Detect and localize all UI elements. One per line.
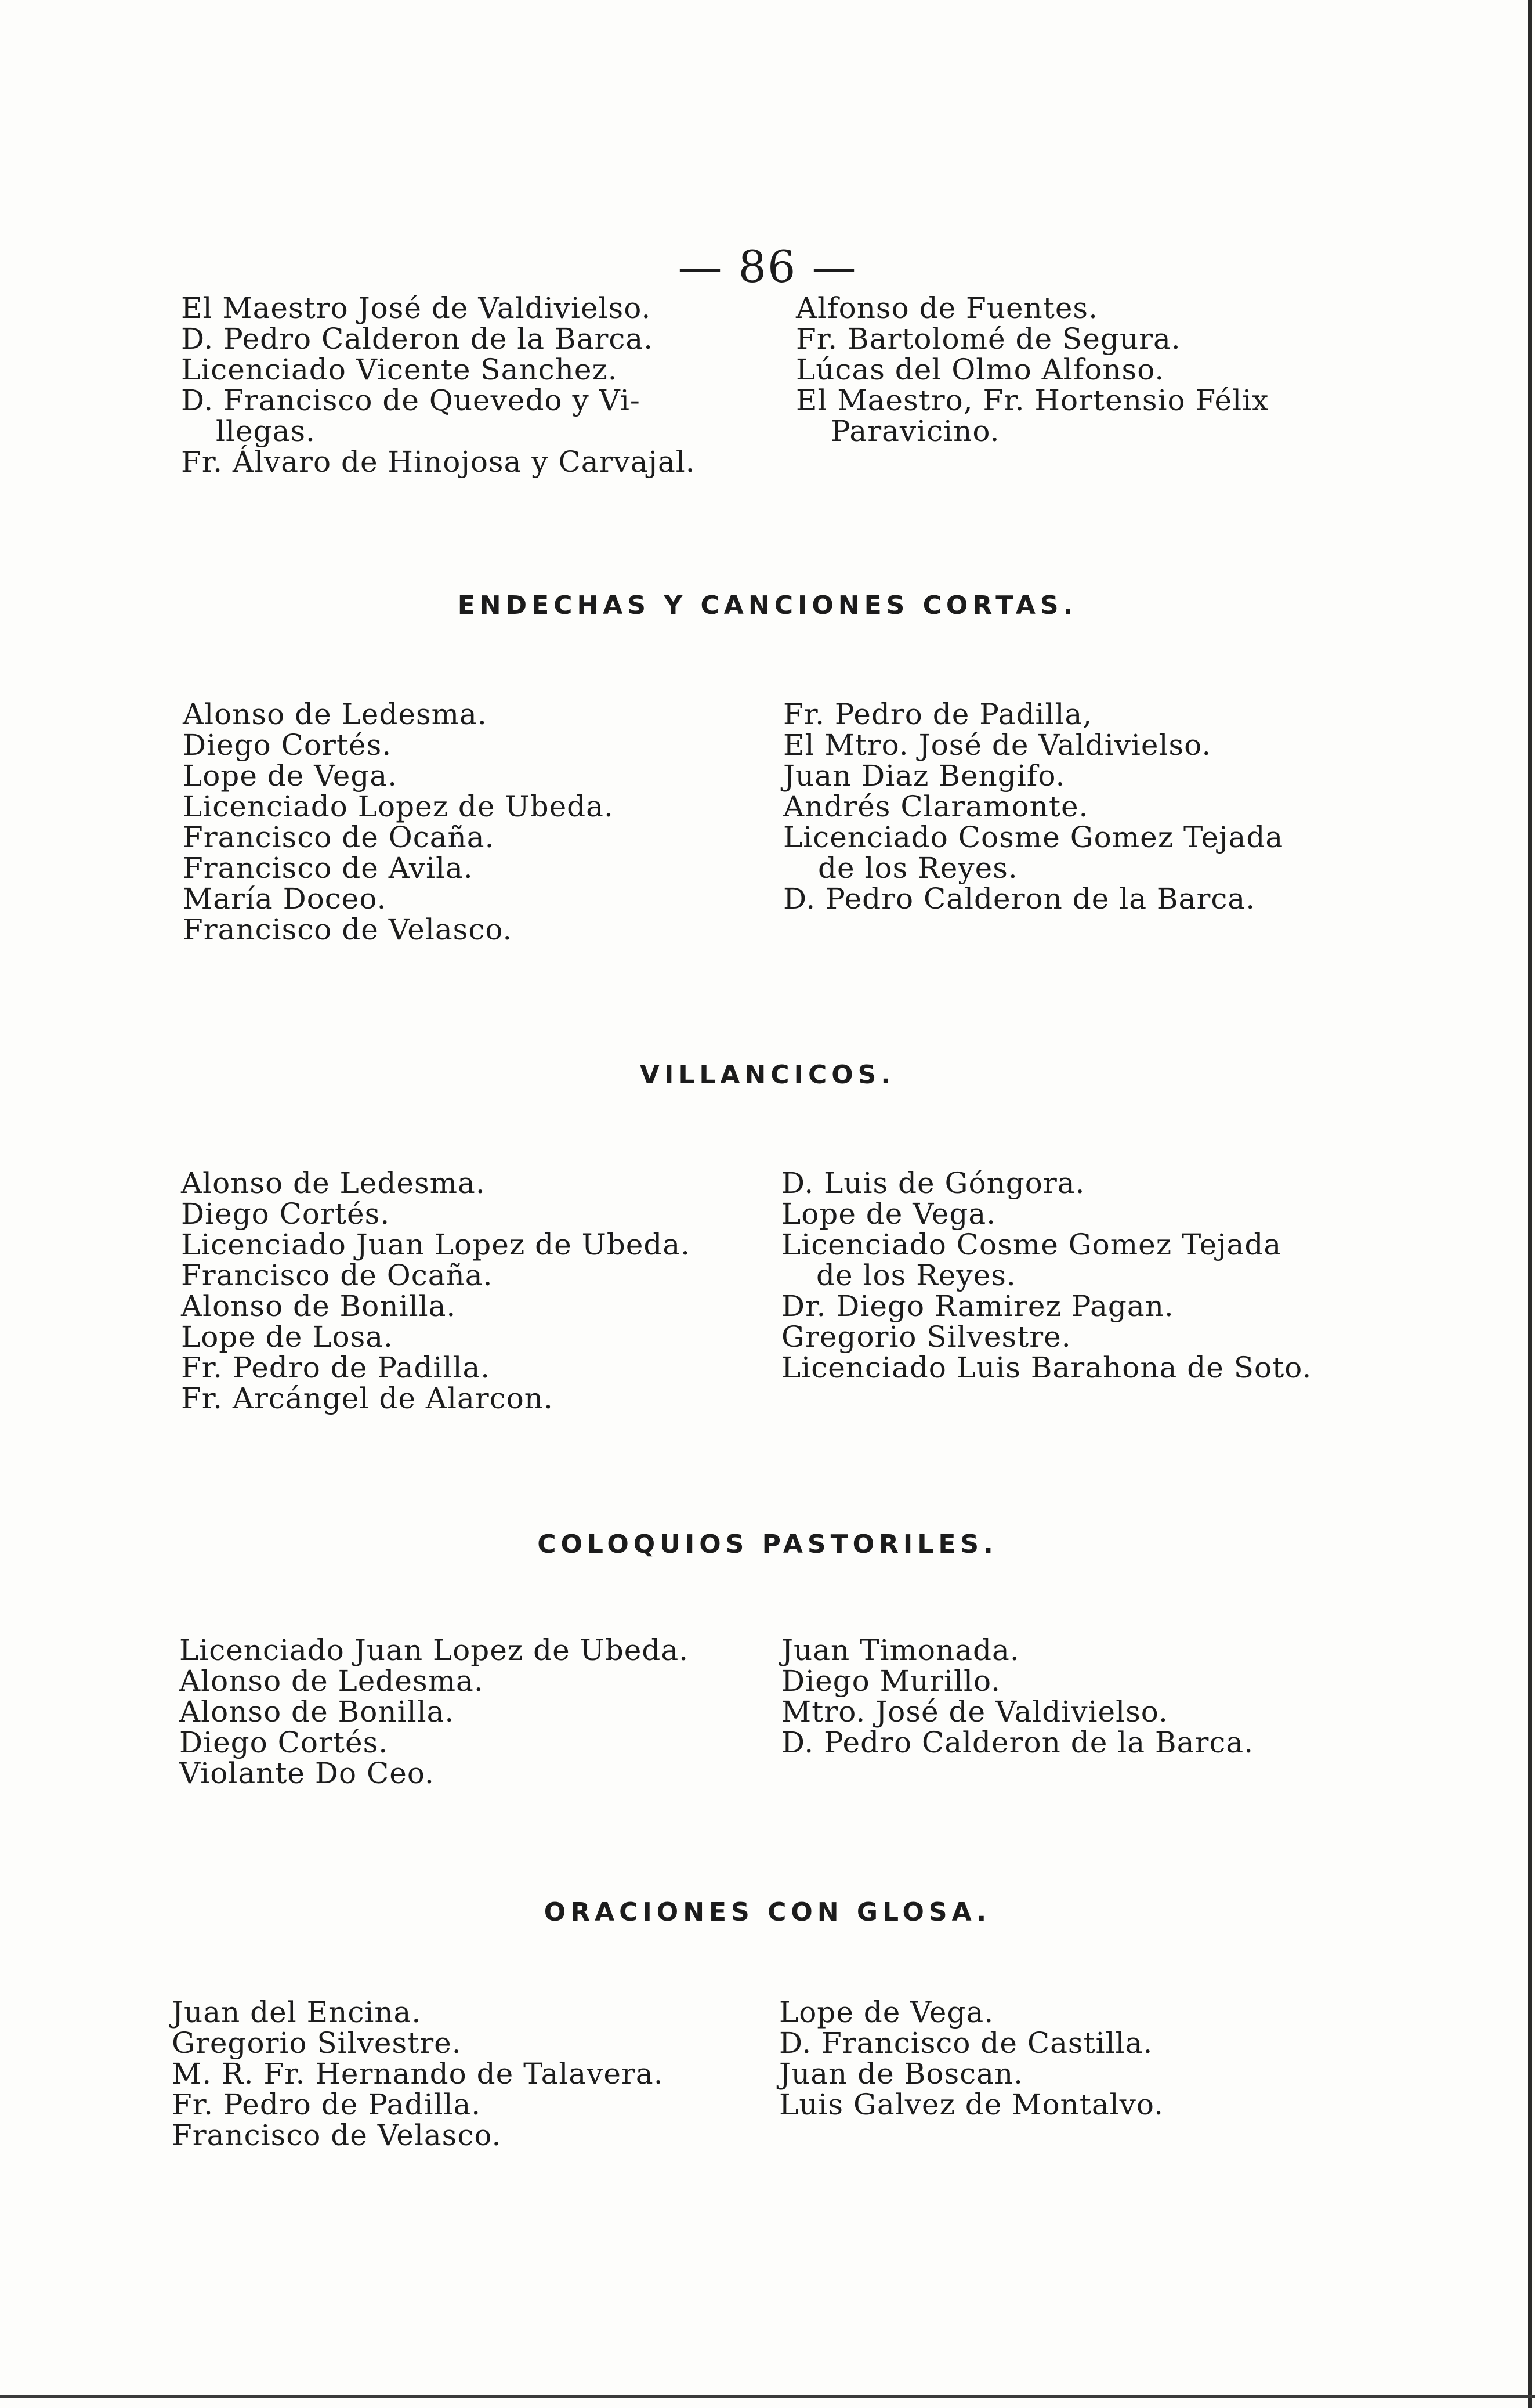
list-item: El Maestro, Fr. Hortensio Félix xyxy=(796,384,1269,417)
list-item: Fr. Álvaro de Hinojosa y Carvajal. xyxy=(181,445,696,479)
list-item: Luis Galvez de Montalvo. xyxy=(779,2088,1164,2121)
list-item: El Mtro. José de Valdivielso. xyxy=(783,728,1212,762)
list-item: D. Pedro Calderon de la Barca. xyxy=(181,322,654,356)
list-item: Lope de Losa. xyxy=(181,1320,393,1354)
section-heading-coloquios: COLOQUIOS PASTORILES. xyxy=(537,1530,998,1559)
list-item: Francisco de Avila. xyxy=(183,851,473,885)
list-item: Fr. Pedro de Padilla, xyxy=(783,697,1093,731)
list-item: Dr. Diego Ramirez Pagan. xyxy=(781,1289,1174,1323)
list-item: Diego Cortés. xyxy=(179,1726,389,1759)
list-item: Mtro. José de Valdivielso. xyxy=(781,1695,1168,1729)
list-item: Alonso de Ledesma. xyxy=(183,697,487,731)
page-edge xyxy=(1528,0,1532,2408)
list-item: Alonso de Bonilla. xyxy=(179,1695,455,1729)
oraciones-left-column xyxy=(172,1997,664,2151)
list-item: Lope de Vega. xyxy=(779,1995,994,2029)
top-list-right-column xyxy=(796,293,1269,447)
list-item: Licenciado Juan Lopez de Ubeda. xyxy=(179,1633,689,1667)
list-item: D. Francisco de Quevedo y Vi- xyxy=(181,384,640,417)
list-item: Diego Cortés. xyxy=(183,728,392,762)
coloquios-left-column xyxy=(179,1635,689,1789)
list-item: Lúcas del Olmo Alfonso. xyxy=(796,353,1165,386)
villancicos-right-column xyxy=(781,1168,1312,1383)
list-item: Gregorio Silvestre. xyxy=(781,1320,1071,1354)
list-item: Fr. Pedro de Padilla. xyxy=(172,2088,482,2121)
section-heading-villancicos: VILLANCICOS. xyxy=(639,1060,896,1090)
list-item: Fr. Arcángel de Alarcon. xyxy=(181,1382,553,1415)
list-item: de los Reyes. xyxy=(818,851,1018,885)
list-item: Paravicino. xyxy=(831,414,1000,448)
list-item: D. Pedro Calderon de la Barca. xyxy=(781,1726,1254,1759)
list-item: Alonso de Bonilla. xyxy=(181,1289,457,1323)
list-item: Alfonso de Fuentes. xyxy=(796,291,1098,325)
list-item: Licenciado Cosme Gomez Tejada xyxy=(781,1228,1282,1261)
list-item: Fr. Bartolomé de Segura. xyxy=(796,322,1181,356)
villancicos-left-column xyxy=(181,1168,690,1414)
list-item: Andrés Claramonte. xyxy=(783,790,1089,823)
list-item: Alonso de Ledesma. xyxy=(181,1166,486,1200)
list-item: Francisco de Ocaña. xyxy=(183,820,495,854)
list-item: Licenciado Juan Lopez de Ubeda. xyxy=(181,1228,691,1261)
list-item: llegas. xyxy=(216,414,316,448)
list-item: D. Francisco de Castilla. xyxy=(779,2026,1153,2060)
endechas-left-column xyxy=(183,699,614,945)
page-number: — 86 — xyxy=(678,241,857,292)
list-item: Licenciado Vicente Sanchez. xyxy=(181,353,618,386)
list-item: Lope de Vega. xyxy=(781,1197,997,1231)
section-heading-endechas: ENDECHAS Y CANCIONES CORTAS. xyxy=(457,591,1078,620)
list-item: Licenciado Lopez de Ubeda. xyxy=(183,790,614,823)
list-item: Licenciado Luis Barahona de Soto. xyxy=(781,1351,1312,1384)
list-item: Francisco de Velasco. xyxy=(172,2118,502,2152)
list-item: D. Pedro Calderon de la Barca. xyxy=(783,882,1256,916)
list-item: Licenciado Cosme Gomez Tejada xyxy=(783,820,1284,854)
list-item: Lope de Vega. xyxy=(183,759,398,793)
list-item: Alonso de Ledesma. xyxy=(179,1664,484,1698)
top-list-left-column xyxy=(181,293,696,478)
section-heading-oraciones: ORACIONES CON GLOSA. xyxy=(544,1897,991,1927)
list-item: de los Reyes. xyxy=(816,1259,1016,1292)
endechas-right-column xyxy=(783,699,1283,914)
list-item: M. R. Fr. Hernando de Talavera. xyxy=(172,2057,664,2091)
list-item: Juan Diaz Bengifo. xyxy=(783,759,1066,793)
list-item: El Maestro José de Valdivielso. xyxy=(181,291,651,325)
list-item: Gregorio Silvestre. xyxy=(172,2026,462,2060)
list-item: Diego Cortés. xyxy=(181,1197,390,1231)
page-bottom-edge xyxy=(0,2395,1535,2398)
list-item: Violante Do Ceo. xyxy=(179,1756,435,1790)
list-item: Fr. Pedro de Padilla. xyxy=(181,1351,491,1384)
list-item: María Doceo. xyxy=(183,882,387,916)
list-item: Francisco de Ocaña. xyxy=(181,1259,493,1292)
oraciones-right-column xyxy=(779,1997,1164,2120)
list-item: Diego Murillo. xyxy=(781,1664,1001,1698)
list-item: Juan del Encina. xyxy=(172,1995,422,2029)
list-item: Juan Timonada. xyxy=(781,1633,1020,1667)
list-item: Francisco de Velasco. xyxy=(183,913,513,946)
coloquios-right-column xyxy=(781,1635,1254,1758)
list-item: D. Luis de Góngora. xyxy=(781,1166,1085,1200)
list-item: Juan de Boscan. xyxy=(779,2057,1024,2091)
